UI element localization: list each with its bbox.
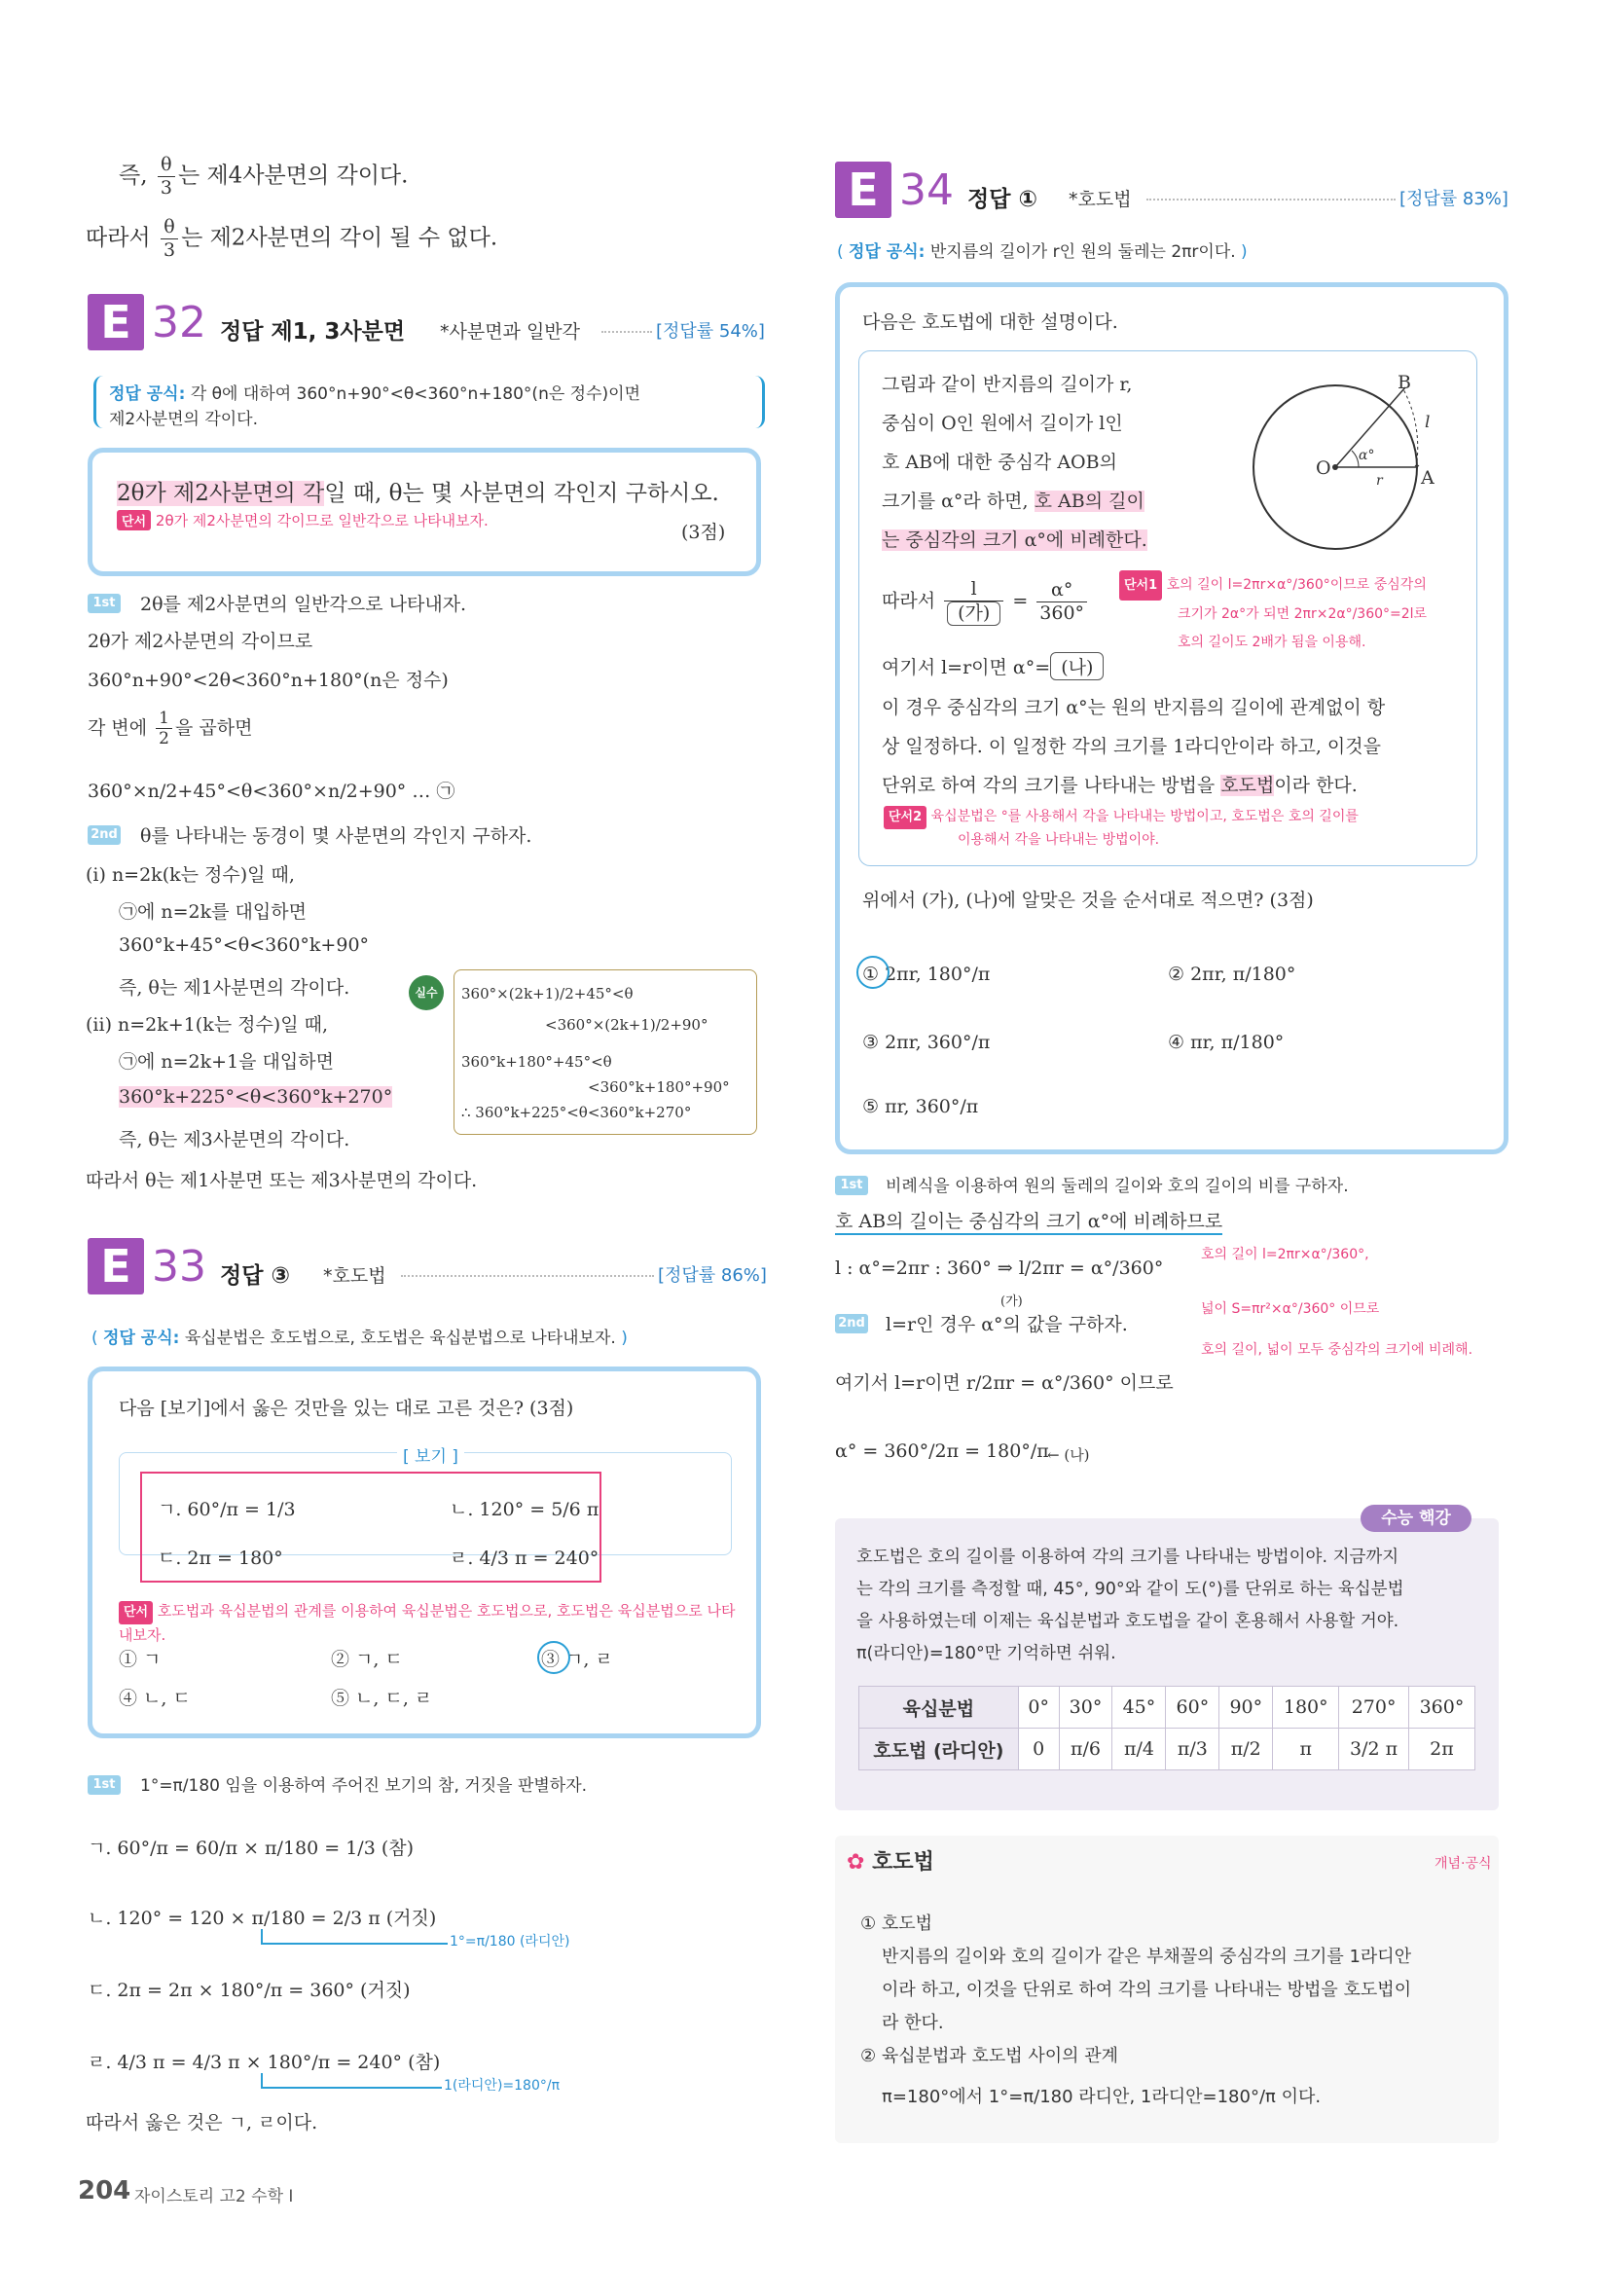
solution-line: ㄹ. 4/3 π = 4/3 π × 180°/π = 240° (참) — [88, 2052, 441, 2073]
fig-label-l: l — [1425, 413, 1431, 432]
accuracy-rate: [정답률 54%] — [656, 321, 765, 342]
formula-line-2: 제2사분면의 각이다. — [109, 410, 258, 429]
solution-line: α° = 360°/2π = 180°/π — [835, 1440, 1049, 1462]
answer-circle — [856, 956, 890, 989]
choice-3[interactable]: ③ ㄱ, ㄹ — [541, 1649, 613, 1670]
question-number: 32 — [152, 298, 206, 347]
case-line: 즉, θ는 제3사분면의 각이다. — [119, 1129, 350, 1150]
answer-label: 정답 ③ — [220, 1263, 290, 1289]
case-line: ㉠에 n=2k+1을 대입하면 — [119, 1051, 334, 1073]
bogi-item: ㄹ. 4/3 π = 240° — [450, 1548, 599, 1569]
solution-line: 360°×n/2+45°<θ<360°×n/2+90° … ㉠ — [88, 781, 455, 802]
choice-2[interactable]: ② ㄱ, ㄷ — [331, 1649, 403, 1670]
fig-label-A: A — [1421, 467, 1435, 489]
question-text: 다음 [보기]에서 옳은 것만을 있는 대로 고른 것은? (3점) — [119, 1398, 574, 1419]
passage-line: 중심이 O인 원에서 길이가 l인 — [882, 413, 1123, 434]
case-line: ㉠에 n=2k를 대입하면 — [119, 901, 307, 923]
topic-label: *호도법 — [1069, 189, 1132, 210]
concept-title: ✿ 호도법 — [847, 1850, 934, 1875]
question-badge: E — [88, 294, 144, 350]
formula-line-1: 정답 공식: 각 θ에 대하여 360°n+90°<θ<360°n+180°(n은 정수)이면 — [109, 384, 640, 404]
side-note: 넓이 S=πr²×α°/360° 이므로 — [1201, 1301, 1380, 1317]
dotted-leader — [401, 1275, 654, 1277]
solution-line: ㄴ. 120° = 120 × π/180 = 2/3 π (거짓) — [88, 1908, 437, 1929]
solution-line: l : α°=2πr : 360° ⇒ l/2πr = α°/360° — [835, 1257, 1164, 1279]
passage-line: 크기를 α°라 하면, 호 AB의 길이 — [882, 491, 1144, 512]
accuracy-rate: [정답률 86%] — [658, 1265, 767, 1286]
answer-label: 정답 제1, 3사분면 — [220, 319, 406, 345]
bogi-item: ㄱ. 60°/π = 1/3 — [158, 1499, 296, 1520]
table-row: 육십분법 0° 30° 45° 60° 90° 180° 270° 360° — [859, 1687, 1475, 1729]
page-number: 204 — [78, 2176, 131, 2205]
question-number: 34 — [899, 165, 954, 215]
step-2nd-tag: 2nd — [835, 1314, 868, 1333]
step-1-title: 1°=π/180 임을 이용하여 주어진 보기의 참, 거짓을 판별하자. — [140, 1776, 588, 1796]
solution-line: 각 변에 $\frac{1}{2}$ 을 곱하면 — [88, 709, 253, 749]
hint-line: 단서 호도법과 육십분법의 관계를 이용하여 육십분법은 호도법으로, 호도법은 육십분법으로 나타내보자. — [119, 1602, 736, 1644]
hint-line: 단서 2θ가 제2사분면의 각이므로 일반각으로 나타내보자. — [117, 510, 489, 530]
question-badge: E — [88, 1238, 144, 1294]
fig-label-B: B — [1398, 372, 1411, 393]
topic-label: *호도법 — [323, 1265, 386, 1287]
mistake-line: 360°×(2k+1)/2+45°<θ — [461, 985, 634, 1002]
arrow-note: 1°=π/180 (라디안) — [450, 1934, 570, 1950]
bogi-item: ㄷ. 2π = 180° — [158, 1548, 283, 1569]
solution-line: 호 AB의 길이는 중심각의 크기 α°에 비례하므로 — [835, 1207, 1222, 1235]
hint-block: 단서2 육십분법은 °를 사용해서 각을 나타내는 방법이고, 호도법은 호의 길이를 이용해서 각을 나타내는 방법이야. — [884, 806, 1359, 851]
step-2-title: θ를 나타내는 동경이 몇 사분면의 각인지 구하자. — [140, 825, 532, 847]
answer-circle — [537, 1641, 570, 1674]
question-badge: E — [835, 162, 891, 218]
dotted-leader — [601, 331, 652, 333]
bogi-title: [ 보기 ] — [397, 1442, 464, 1467]
points-label: (3점) — [681, 522, 726, 543]
arrow-line — [261, 2073, 442, 2089]
step-1st-tag: 1st — [835, 1176, 868, 1195]
passage-line: 따라서 $\frac{l}{\text{(가)}}$ = $\frac{\alpha^\circ}{360^\circ}$ — [882, 578, 1090, 626]
core-tag: 수능 핵강 — [1361, 1505, 1471, 1532]
passage-line: 그림과 같이 반지름의 길이가 r, — [882, 374, 1133, 395]
mistake-line: <360°k+180°+90° — [588, 1078, 730, 1096]
bogi-item: ㄴ. 120° = 5/6 π — [450, 1499, 599, 1520]
choice-5[interactable]: ⑤ πr, 360°/π — [862, 1096, 979, 1117]
passage-line: 단위로 하여 각의 크기를 나타내는 방법을 호도법이라 한다. — [882, 775, 1358, 796]
book-title: 자이스토리 고2 수학 I — [134, 2187, 294, 2206]
case-line: 360°k+45°<θ<360°k+90° — [119, 934, 370, 956]
conversion-table — [858, 1686, 1475, 1770]
passage-line: 상 일정하다. 이 일정한 각의 크기를 1라디안이라 하고, 이것을 — [882, 736, 1381, 757]
core-text: 호도법은 호의 길이를 이용하여 각의 크기를 나타내는 방법이야. 지금까지 는 각의 크기를 측정할 때, 45°, 90°와 같이 도(°)를 단위로 하는 육십분법 을 사용하였는데 이제는 육십분법과 호도법을 같이 혼용해서 사용할 거야. π(라디안)=180°만 기억하면 쉬워. — [856, 1548, 1404, 1663]
formula-line: ( 정답 공식: 육십분법은 호도법으로, 호도법은 육십분법으로 나타내보자. ) — [91, 1329, 628, 1348]
table-row: 호도법 (라디안) 0 π/6 π/4 π/3 π/2 π 3/2 π 2π — [859, 1729, 1475, 1770]
choice-1[interactable]: ① ㄱ — [119, 1649, 162, 1670]
case-line: 360°k+225°<θ<360°k+270° — [119, 1086, 393, 1108]
choice-2[interactable]: ② 2πr, π/180° — [1168, 964, 1296, 985]
choice-1[interactable]: ① 2πr, 180°/π — [862, 964, 991, 985]
step-1st-tag: 1st — [88, 594, 121, 613]
mistake-line: <360°×(2k+1)/2+90° — [545, 1016, 708, 1034]
circle-figure — [1236, 364, 1470, 555]
choice-4[interactable]: ④ πr, π/180° — [1168, 1032, 1285, 1053]
topic-label: *사분면과 일반각 — [440, 321, 581, 343]
side-note: 호의 길이 l=2πr×α°/360°, — [1201, 1247, 1369, 1262]
solution-line: 2θ가 제2사분면의 각이므로 — [88, 631, 313, 652]
formula-line: ( 정답 공식: 반지름의 길이가 r인 원의 둘레는 2πr이다. ) — [837, 242, 1248, 262]
case-line: (ii) n=2k+1(k는 정수)일 때, — [86, 1014, 329, 1036]
concept-text: ① 호도법 반지름의 길이와 호의 길이가 같은 부채꼴의 중심각의 크기를 1라디안 이라 하고, 이것을 단위로 하여 각의 크기를 나타내는 방법을 호도법이 라 한다. ② 육십분법과 호도법 사이의 관계 π=180°에서 1°=π/180 라디안, 1라디안=180°/π 이다. — [860, 1913, 1412, 2107]
fig-label-alpha: α° — [1359, 448, 1375, 463]
passage-line: 여기서 l=r이면 α°= (나) — [882, 652, 1104, 680]
step-2nd-tag: 2nd — [88, 825, 121, 845]
question-number: 33 — [152, 1242, 206, 1292]
arrow-line — [261, 1929, 448, 1945]
conclusion-line: 따라서 θ는 제1사분면 또는 제3사분면의 각이다. — [86, 1170, 478, 1191]
solution-line: ㄷ. 2π = 2π × 180°/π = 360° (거짓) — [88, 1980, 411, 2001]
intro-line-1: 즉, $\frac{\theta}{3}$ 는 제4사분면의 각이다. — [119, 154, 409, 199]
passage-line: 는 중심각의 크기 α°에 비례한다. — [882, 529, 1147, 551]
arrow-note: 1(라디안)=180°/π — [444, 2078, 561, 2094]
intro-text: 다음은 호도법에 대한 설명이다. — [862, 311, 1118, 333]
accuracy-rate: [정답률 83%] — [1399, 189, 1508, 209]
choice-3[interactable]: ③ 2πr, 360°/π — [862, 1032, 991, 1053]
case-line: (i) n=2k(k는 정수)일 때, — [86, 864, 295, 886]
arrow-note: ← (나) — [1047, 1446, 1090, 1464]
hint-block: 단서1 호의 길이 l=2πr×α°/360°이므로 중심각의 크기가 2α°가 되면 2πr×2α°/360°=2l로 호의 길이도 2배가 됨을 이용해. — [1119, 570, 1427, 657]
mistake-line: 360°k+180°+45°<θ — [461, 1053, 612, 1071]
step-1-title: 비례식을 이용하여 원의 둘레의 길이와 호의 길이의 비를 구하자. — [886, 1177, 1349, 1196]
choice-4[interactable]: ④ ㄴ, ㄷ — [119, 1688, 191, 1709]
dotted-leader — [1146, 199, 1396, 200]
intro-line-2: 따라서 $\frac{\theta}{3}$ 는 제2사분면의 각이 될 수 없다. — [86, 216, 498, 261]
passage-line: 이 경우 중심각의 크기 α°는 원의 반지름의 길이에 관계없이 항 — [882, 697, 1386, 718]
solution-line: 여기서 l=r이면 r/2πr = α°/360° 이므로 — [835, 1372, 1174, 1394]
step-2-title: l=r인 경우 α°의 값을 구하자. — [886, 1314, 1128, 1335]
mistake-line: ∴ 360°k+225°<θ<360°k+270° — [461, 1104, 692, 1121]
case-line: 즉, θ는 제1사분면의 각이다. — [119, 977, 350, 999]
solution-line: 360°n+90°<2θ<360°n+180°(n은 정수) — [88, 670, 449, 691]
fig-label-r: r — [1376, 473, 1383, 489]
concept-label: 개념·공식 — [1435, 1856, 1492, 1872]
mistake-icon: 실수 — [409, 975, 444, 1010]
step-1st-tag: 1st — [88, 1775, 121, 1795]
flower-icon: ✿ — [847, 1850, 865, 1875]
question-text: 위에서 (가), (나)에 알맞은 것을 순서대로 적으면? (3점) — [862, 890, 1314, 911]
conclusion-line: 따라서 옳은 것은 ㄱ, ㄹ이다. — [86, 2112, 318, 2133]
choice-5[interactable]: ⑤ ㄴ, ㄷ, ㄹ — [331, 1688, 433, 1709]
arrow-note: (가) — [1000, 1294, 1023, 1309]
passage-line: 호 AB에 대한 중심각 AOB의 — [882, 452, 1117, 473]
question-text: 2θ가 제2사분면의 각일 때, θ는 몇 사분면의 각인지 구하시오. — [117, 481, 719, 506]
solution-line: ㄱ. 60°/π = 60/π × π/180 = 1/3 (참) — [88, 1838, 415, 1859]
fig-label-O: O — [1316, 457, 1331, 479]
answer-label: 정답 ① — [967, 187, 1037, 212]
step-1-title: 2θ를 제2사분면의 일반각으로 나타내자. — [140, 594, 467, 615]
side-note: 호의 길이, 넓이 모두 중심각의 크기에 비례해. — [1201, 1342, 1473, 1358]
